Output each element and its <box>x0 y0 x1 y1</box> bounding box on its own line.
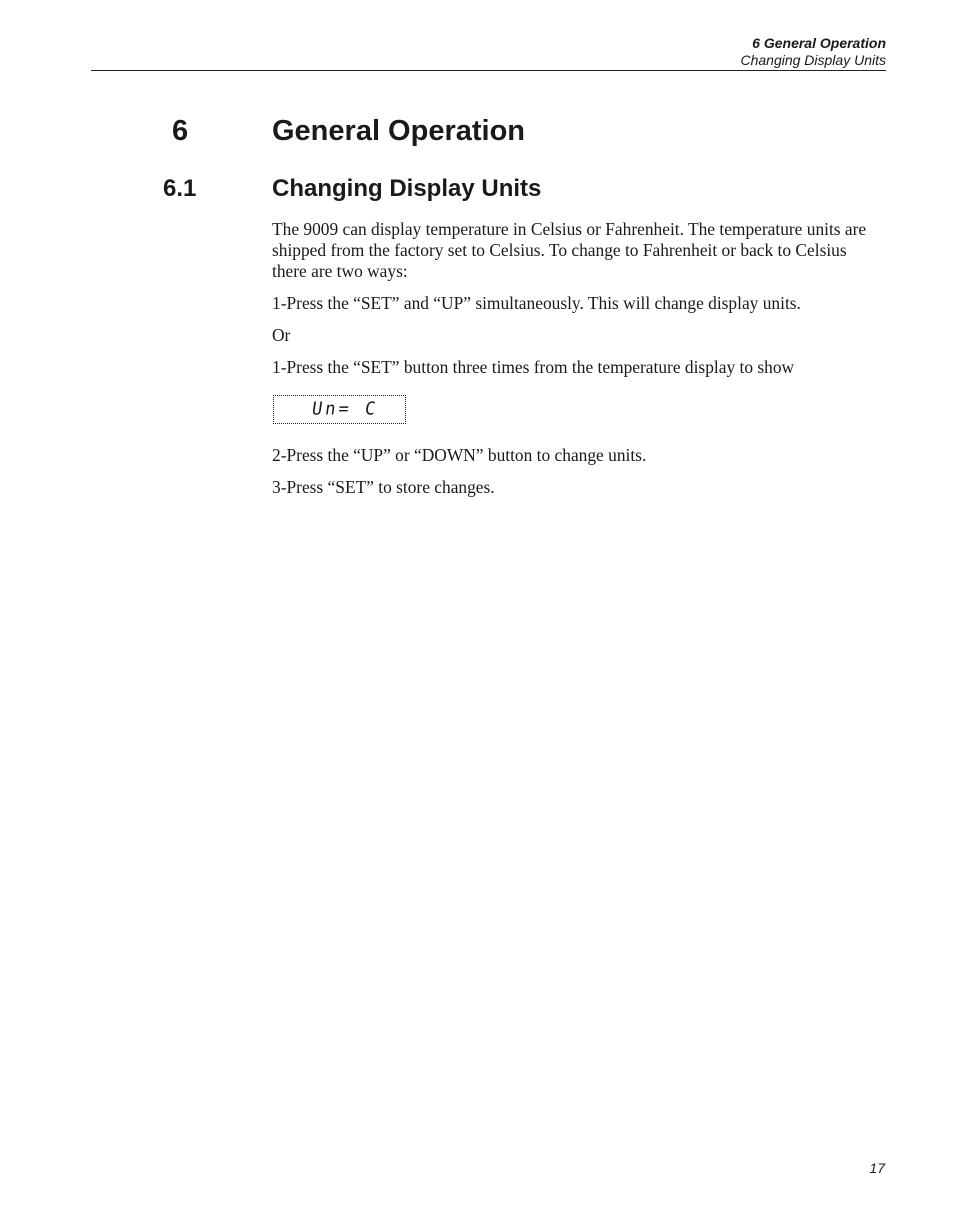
method-two-step-one: 1-Press the “SET” button three times from the temperature display to show <box>272 357 795 377</box>
section-title: Changing Display Units <box>272 175 542 202</box>
running-header-section: Changing Display Units <box>740 52 886 68</box>
intro-paragraph: The 9009 can display temperature in Celsius or Fahrenheit. The temperature units are shipped from the factory set to Celsius. To change to Fahrenheit or back to Celsius there are two ways: <box>272 219 867 281</box>
method-one-step: 1-Press the “SET” and “UP” simultaneously. This will change display units. <box>272 293 801 313</box>
chapter-number: 6 <box>172 115 189 147</box>
method-two-step-two: 2-Press the “UP” or “DOWN” button to change units. <box>272 445 647 465</box>
running-header-chapter: 6 General Operation <box>752 35 886 51</box>
running-header <box>740 35 886 69</box>
units-display-readout <box>273 395 406 424</box>
page-number: 17 <box>869 1160 885 1176</box>
method-two-step-three: 3-Press “SET” to store changes. <box>272 477 495 497</box>
header-divider <box>91 70 886 71</box>
section-number: 6.1 <box>163 175 197 202</box>
or-separator: Or <box>272 325 291 345</box>
units-display-text: Un= C <box>310 398 380 420</box>
chapter-title: General Operation <box>272 115 526 147</box>
